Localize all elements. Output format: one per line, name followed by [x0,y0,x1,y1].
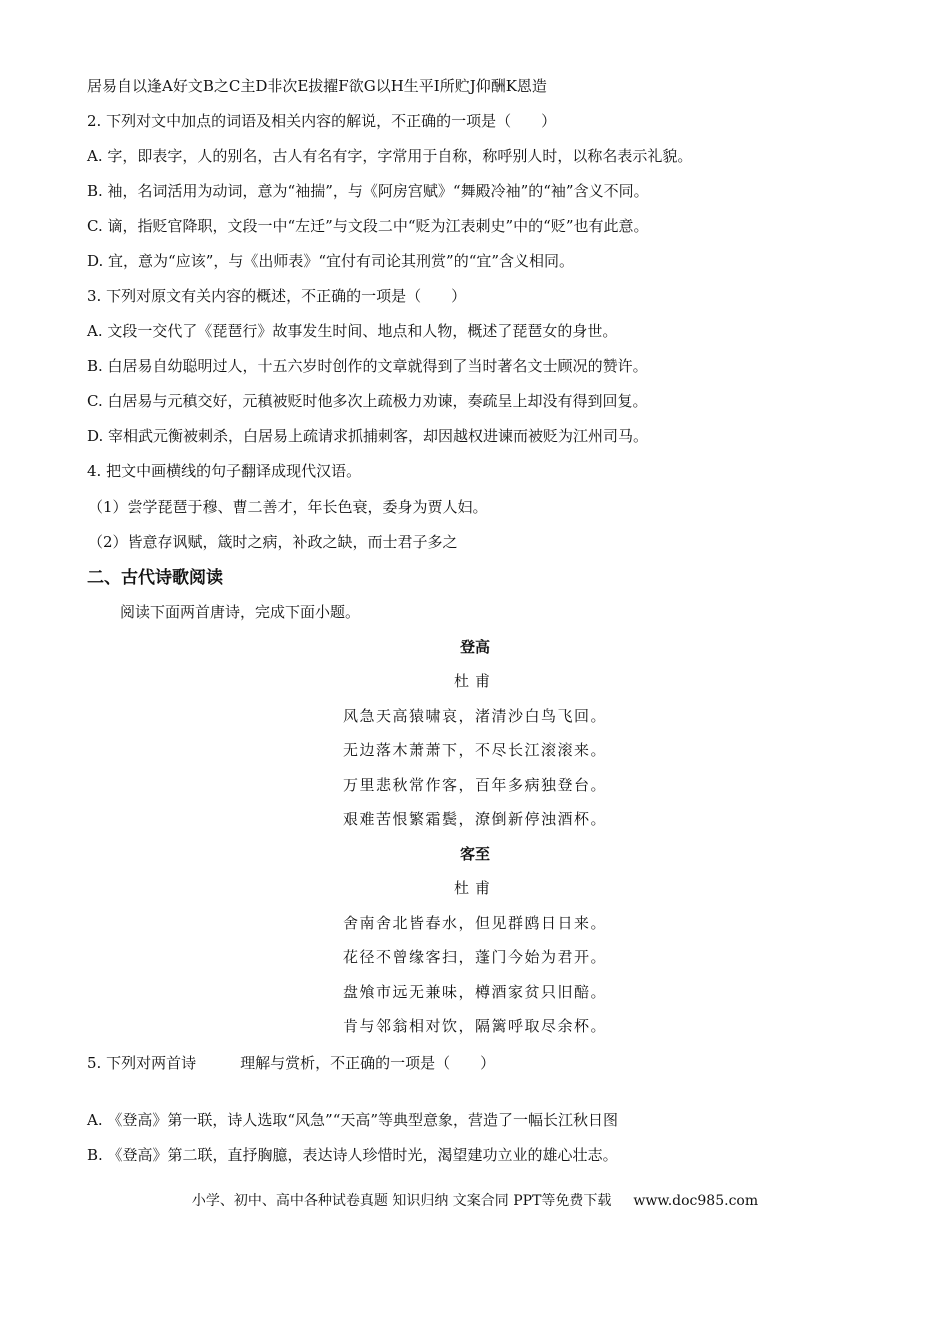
poem-1-author: 杜甫 [453,672,496,690]
poem-2-line-2: 花径不曾缘客扫，蓬门今始为君开。 [342,948,607,966]
question-5-option-a: A. 《登高》第一联，诗人选取“风急”“天高”等典型意象，营造了一幅长江秋日图 [87,1111,619,1129]
poem-1-line-1: 风急天高猿啸哀，渚清沙白鸟飞回。 [342,707,607,725]
question-3: 3. 下列对原文有关内容的概述，不正确的一项是（ ） [87,287,467,305]
section-heading: 二、古代诗歌阅读 [87,568,223,588]
poem-2-line-1: 舍南舍北皆春水，但见群鸥日日来。 [342,914,607,932]
poem-2-line-4: 肯与邻翁相对饮，隔篱呼取尽余杯。 [342,1017,607,1035]
poem-1-line-2: 无边落木萧萧下，不尽长江滚滚来。 [342,741,607,759]
question-4-sentence-2: （2）皆意存讽赋，箴时之病，补政之缺，而士君子多之 [88,533,458,551]
question-2: 2. 下列对文中加点的词语及相关内容的解说，不正确的一项是（ ） [87,112,557,130]
section-intro: 阅读下面两首唐诗，完成下面小题。 [120,603,361,621]
question-2-option-d: D. 宜，意为“应该”，与《出师表》“宜付有司论其刑赏”的“宜”含义相同。 [87,252,575,270]
question-3-option-c: C. 白居易与元稹交好，元稹被贬时他多次上疏极力劝谏，奏疏呈上却没有得到回复。 [87,392,648,410]
question-3-option-d: D. 宰相武元衡被刺杀，白居易上疏请求抓捕刺客，却因越权进谏而被贬为江州司马。 [87,427,649,445]
page-footer [0,1191,950,1211]
poem-1-title: 登高 [459,638,490,656]
question-2-option-b: B. 袖，名词活用为动词，意为“袖揣”，与《阿房宫赋》“舞殿冷袖”的“袖”含义不同。 [87,182,649,200]
question-4-sentence-1: （1）尝学琵琶于穆、曹二善才，年长色衰，委身为贾人妇。 [88,498,488,516]
footer-url: www.doc985.com [633,1193,759,1209]
poem-1-line-4: 艰难苦恨繁霜鬓，潦倒新停浊酒杯。 [342,810,607,828]
question-3-option-a: A. 文段一交代了《琵琶行》故事发生时间、地点和人物，概述了琵琶女的身世。 [87,322,618,340]
question-5-stem-end: 理解与赏析，不正确的一项是（ ） [240,1054,496,1072]
question-5-option-b: B. 《登高》第二联，直抒胸臆，表达诗人珍惜时光，渴望建功立业的雄心壮志。 [87,1146,618,1164]
question-4: 4. 把文中画横线的句子翻译成现代汉语。 [87,462,362,480]
question-5-stem-start: 5. 下列对两首诗 [87,1054,197,1072]
footer-text: 小学、初中、高中各种试卷真题 知识归纳 文案合同 PPT等免费下载 [191,1193,612,1209]
question-3-option-b: B. 白居易自幼聪明过人，十五六岁时创作的文章就得到了当时著名文士顾况的赞许。 [87,357,648,375]
poem-1-line-3: 万里悲秋常作客，百年多病独登台。 [342,776,607,794]
question-2-option-a: A. 字，即表字，人的别名，古人有名有字，字常用于自称，称呼别人时，以称名表示礼貌。 [87,147,693,165]
poem-2-line-3: 盘飧市远无兼味，樽酒家贫只旧醅。 [342,983,607,1001]
poem-2-author: 杜甫 [453,879,496,897]
question-2-option-c: C. 谪，指贬官降职，文段一中“左迁”与文段二中“贬为江表刺史”中的“贬”也有此意。 [87,217,649,235]
poem-2-title: 客至 [459,845,490,863]
sentence-segmentation-line: 居易自以逢A好文B之C主D非次E拔擢F欲G以H生平I所贮J仰酬K恩造 [87,77,547,95]
question-5 [87,1053,495,1073]
